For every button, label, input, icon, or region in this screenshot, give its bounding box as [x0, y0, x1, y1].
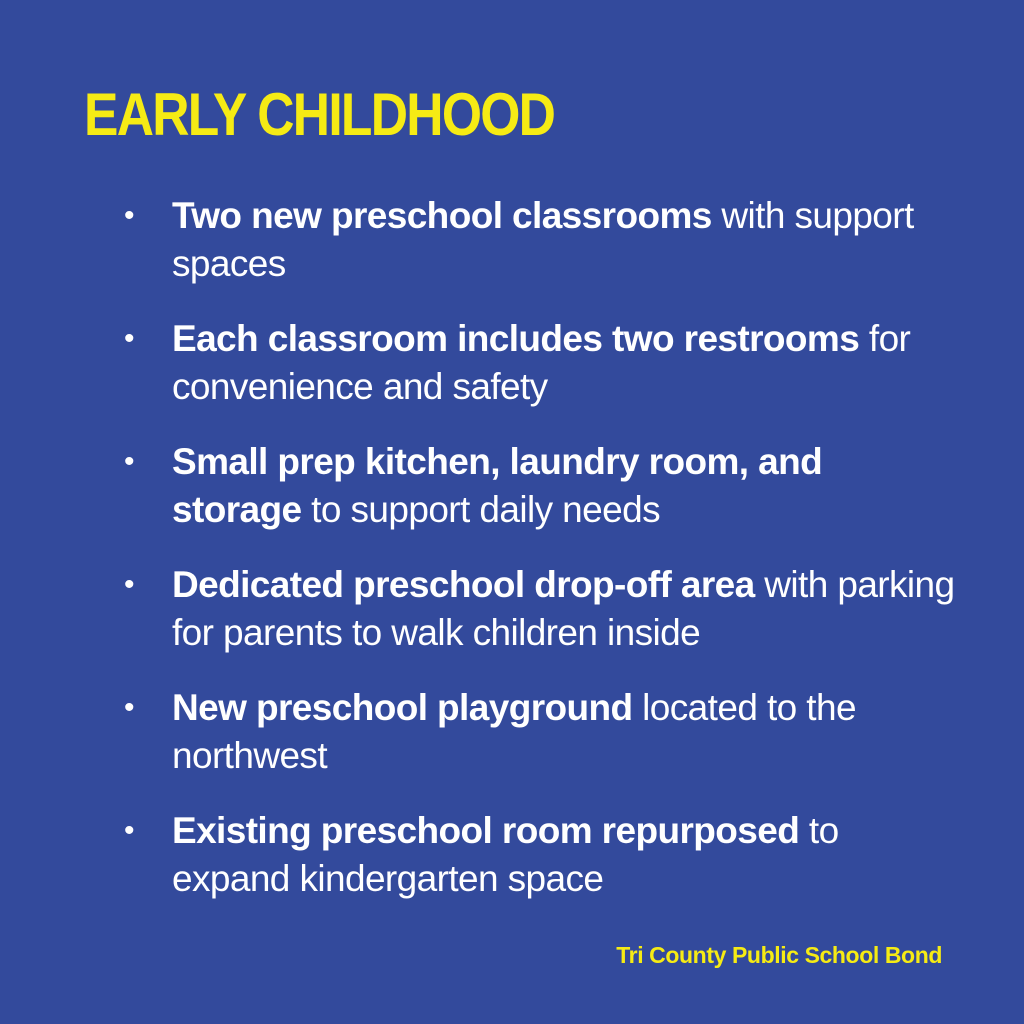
list-item — [118, 807, 958, 903]
list-item-text: with support spaces — [172, 195, 914, 284]
bullet-dot-icon: • — [124, 445, 134, 478]
list-item-text: with parking for parents to walk children inside — [172, 564, 955, 653]
list-item-bold-text: Dedicated preschool drop-off area — [172, 564, 755, 605]
page-title: EARLY CHILDHOOD — [84, 81, 555, 148]
list-item-bold-text: Existing preschool room repurposed — [172, 810, 800, 851]
list-item-text: to support daily needs — [301, 489, 660, 530]
bullet-dot-icon: • — [124, 199, 134, 232]
feature-list — [118, 192, 958, 930]
list-item-bold-text: Small prep kitchen, laundry room, and storage — [172, 441, 823, 530]
bullet-dot-icon: • — [124, 568, 134, 601]
list-item-bold-text: Each classroom includes two restrooms — [172, 318, 860, 359]
list-item — [118, 192, 958, 288]
list-item-text: for convenience and safety — [172, 318, 911, 407]
list-item — [118, 684, 958, 780]
list-item — [118, 438, 958, 534]
list-item-text: located to the northwest — [172, 687, 856, 776]
list-item-bold-text: New preschool playground — [172, 687, 633, 728]
bullet-dot-icon: • — [124, 814, 134, 847]
bullet-dot-icon: • — [124, 691, 134, 724]
list-item — [118, 315, 958, 411]
list-item — [118, 561, 958, 657]
bullet-dot-icon: • — [124, 322, 134, 355]
list-item-text: to expand kindergarten space — [172, 810, 839, 899]
list-item-bold-text: Two new preschool classrooms — [172, 195, 712, 236]
footer-credit: Tri County Public School Bond — [616, 942, 942, 968]
